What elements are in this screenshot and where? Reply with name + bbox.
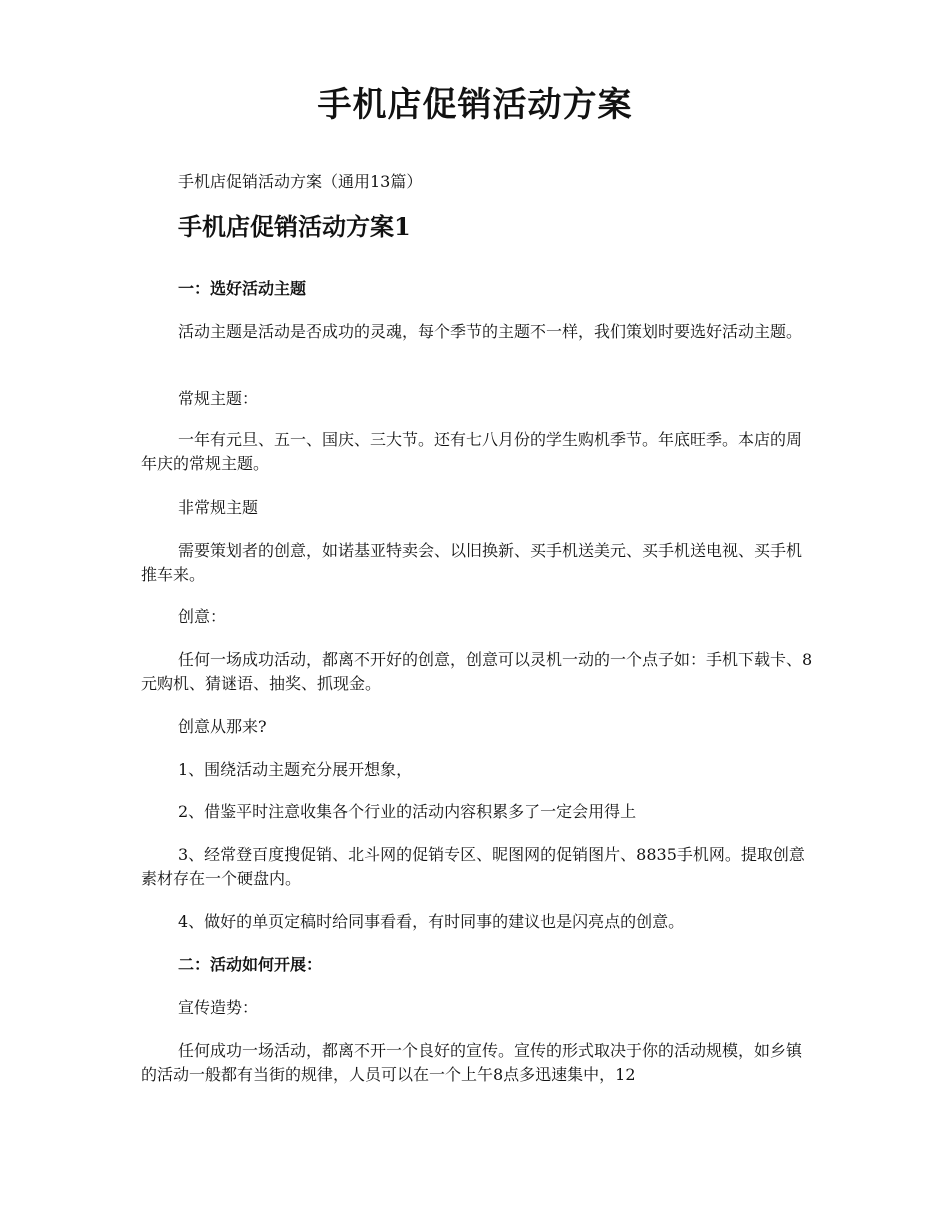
paragraph: 常规主题：: [178, 389, 259, 408]
list-item: 2、借鉴平时注意收集各个行业的活动内容积累多了一定会用得上: [178, 802, 637, 821]
paragraph: 创意从那来?: [178, 717, 267, 736]
paragraph: 一年有元旦、五一、国庆、三大节。还有七八月份的学生购机季节。年底旺季。本店的周年庆的常规主题。: [141, 430, 803, 473]
paragraph: 任何一场成功活动，都离不开好的创意，创意可以灵机一动的一个点子如：手机下载卡、8元购机、猜谜语、抽奖、抓现金。: [141, 650, 813, 693]
paragraph: 需要策划者的创意，如诺基亚特卖会、以旧换新、买手机送美元、买手机送电视、买手机推车来。: [141, 541, 803, 584]
section-heading: 手机店促销活动方案1: [178, 212, 411, 241]
heading-choose-theme: 一：选好活动主题: [178, 279, 307, 298]
paragraph: 任何成功一场活动，都离不开一个良好的宣传。宣传的形式取决于你的活动规模，如乡镇的活动一般都有当街的规律，人员可以在一个上午8点多迅速集中，12: [141, 1041, 803, 1084]
list-item: 3、经常登百度搜促销、北斗网的促销专区、昵图网的促销图片、8835手机网。提取创意素材存在一个硬盘内。: [141, 845, 805, 888]
paragraph: 创意：: [178, 607, 227, 626]
document-title: 手机店促销活动方案: [317, 85, 633, 125]
paragraph: 宣传造势：: [178, 998, 259, 1017]
document-subtitle: 手机店促销活动方案（通用13篇）: [178, 172, 423, 191]
paragraph: 活动主题是活动是否成功的灵魂，每个季节的主题不一样，我们策划时要选好活动主题。: [178, 322, 803, 341]
paragraph: 非常规主题: [178, 498, 259, 517]
heading-how-to-run: 二：活动如何开展：: [178, 955, 323, 974]
list-item: 4、做好的单页定稿时给同事看看，有时同事的建议也是闪亮点的创意。: [178, 912, 685, 931]
list-item: 1、围绕活动主题充分展开想象，: [178, 760, 413, 779]
